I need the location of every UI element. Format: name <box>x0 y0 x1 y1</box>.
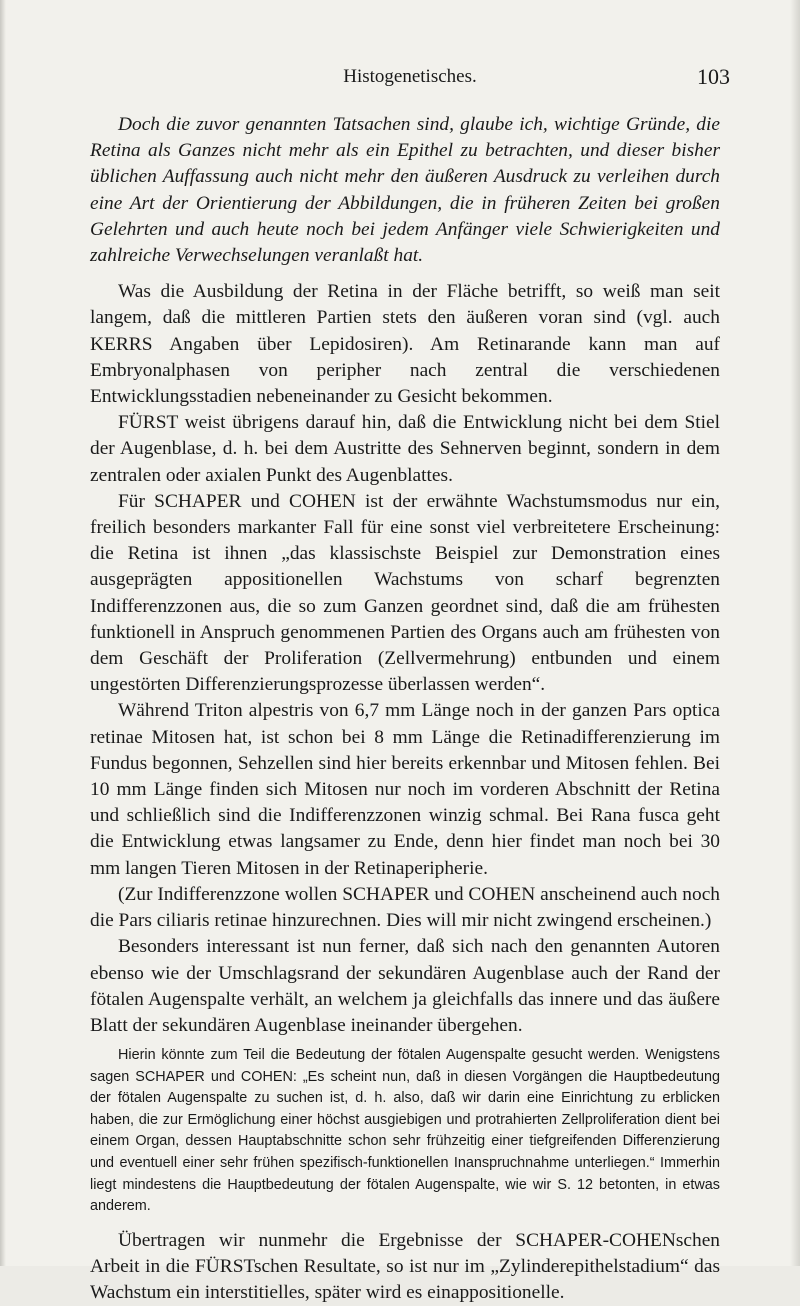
body-text <box>90 112 720 1306</box>
running-title: Histogenetisches. <box>343 66 477 87</box>
paragraph-augenspalte: Besonders interessant ist nun ferner, daß sich nach den genannten Autoren ebenso wie der Umschlagsrand der sekundären Augenblase auch der Rand der fötalen Augenspalte verhält, an welchem ja gleichfalls das innere und das äußere Blatt der sekundären Augenblase ineinander übergehen. <box>90 936 720 1036</box>
paragraph-retina-surface: Was die Ausbildung der Retina in der Fläche betrifft, so weiß man seit langem, daß die mittleren Partien stets den äußeren voran sind (vgl. auch KERRS Angaben über Lepidosiren). Am Retinarande kann man auf Embryonalphasen von peripher nach zentral die verschiedenen Entwicklungsstadien nebeneinander zu Gesicht bekommen. <box>90 281 720 408</box>
paragraph-schaper-cohen: Für SCHAPER und COHEN ist der erwähnte Wachstumsmodus nur ein, freilich besonders markanter Fall für eine sonst viel verbreitetere Erscheinung: die Retina ist ihnen „das klassischste Beispiel zur Demonstration eines ausgeprägten appositionellen Wachstums von scharf begrenzten Indifferenzzonen aus, die so zum Ganzen geordnet sind, daß die am frühesten funktionell in Anspruch genommenen Partien des Organs auch am frühesten von dem Geschäft der Proliferation (Zellvermehrung) entbunden und einem ungestörten Differenzierungsprozesse überlassen werden“. <box>90 490 720 696</box>
paragraph-indifferenzzone: (Zur Indifferenzzone wollen SCHAPER und COHEN anscheinend auch noch die Pars ciliaris retinae hinzurechnen. Dies will mir nicht zwingend erscheinen.) <box>90 883 720 932</box>
paragraph-intro: Doch die zuvor genannten Tatsachen sind, glaube ich, wichtige Gründe, die Retina als Ganzes nicht mehr als ein Epithel zu betrachten, und dieser bisher üblichen Auffassung auch nicht mehr den äußeren Ausdruck zu verleihen durch eine Art der Orientierung der Abbildungen, die in früheren Zeiten bei großen Gelehrten und auch heute noch bei jedem Anfänger viele Schwierigkeiten und zahlreiche Verwechselungen veranlaßt hat. <box>90 114 720 267</box>
running-head <box>90 66 730 94</box>
small-print-note: Hierin könnte zum Teil die Bedeutung der fötalen Augenspalte gesucht werden. Wenigstens sagen SCHAPER und COHEN: „Es scheint nun, daß in diesen Vorgängen die Hauptbedeutung der fötalen Augenspalte zu suchen ist, d. h. also, daß wir darin eine Einrichtung zu erblicken haben, die zur Ermöglichung einer höchst ausgiebigen und protrahierten Zellproliferation dient bei einem Organ, dessen Hauptabschnitte schon sehr frühzeitig einer tiefgreifenden Differenzierung und eventuell einer sehr frühen spezifisch-funktionellen Inanspruchnahme unterliegen.“ Immerhin liegt mindestens die Hauptbedeutung der fötalen Augenspalte, wie wir S. 12 betonten, in etwas anderem. <box>90 1047 720 1215</box>
page-edge-shadow <box>790 0 800 1266</box>
page-gutter-shadow <box>0 0 6 1266</box>
page-number: 103 <box>697 64 730 89</box>
paragraph-closing: Übertragen wir nunmehr die Ergebnisse der SCHAPER-COHENschen Arbeit in die FÜRSTschen Resultate, so ist nur im „Zylinderepithelstadium“ das Wachstum ein interstitielles, später wird es einappositionelle. <box>90 1229 720 1304</box>
paragraph-triton: Während Triton alpestris von 6,7 mm Länge noch in der ganzen Pars optica retinae Mitosen hat, ist schon bei 8 mm Länge die Retinadifferenzierung im Fundus begonnen, Sehzellen sind hier bereits erkennbar und Mitosen fehlen. Bei 10 mm Länge finden sich Mitosen nur noch im vorderen Abschnitt der Retina und schließlich sind die Indifferenzzonen winzig schmal. Bei Rana fusca geht die Entwicklung etwas langsamer zu Ende, denn hier findet man noch bei 30 mm langen Tieren Mitosen in der Retinaperipherie. <box>90 700 720 879</box>
paragraph-fuerst: FÜRST weist übrigens darauf hin, daß die Entwicklung nicht bei dem Stiel der Augenblase, d. h. bei dem Austritte des Sehnerven beginnt, sondern in dem zentralen oder axialen Punkt des Augenblattes. <box>90 412 720 486</box>
